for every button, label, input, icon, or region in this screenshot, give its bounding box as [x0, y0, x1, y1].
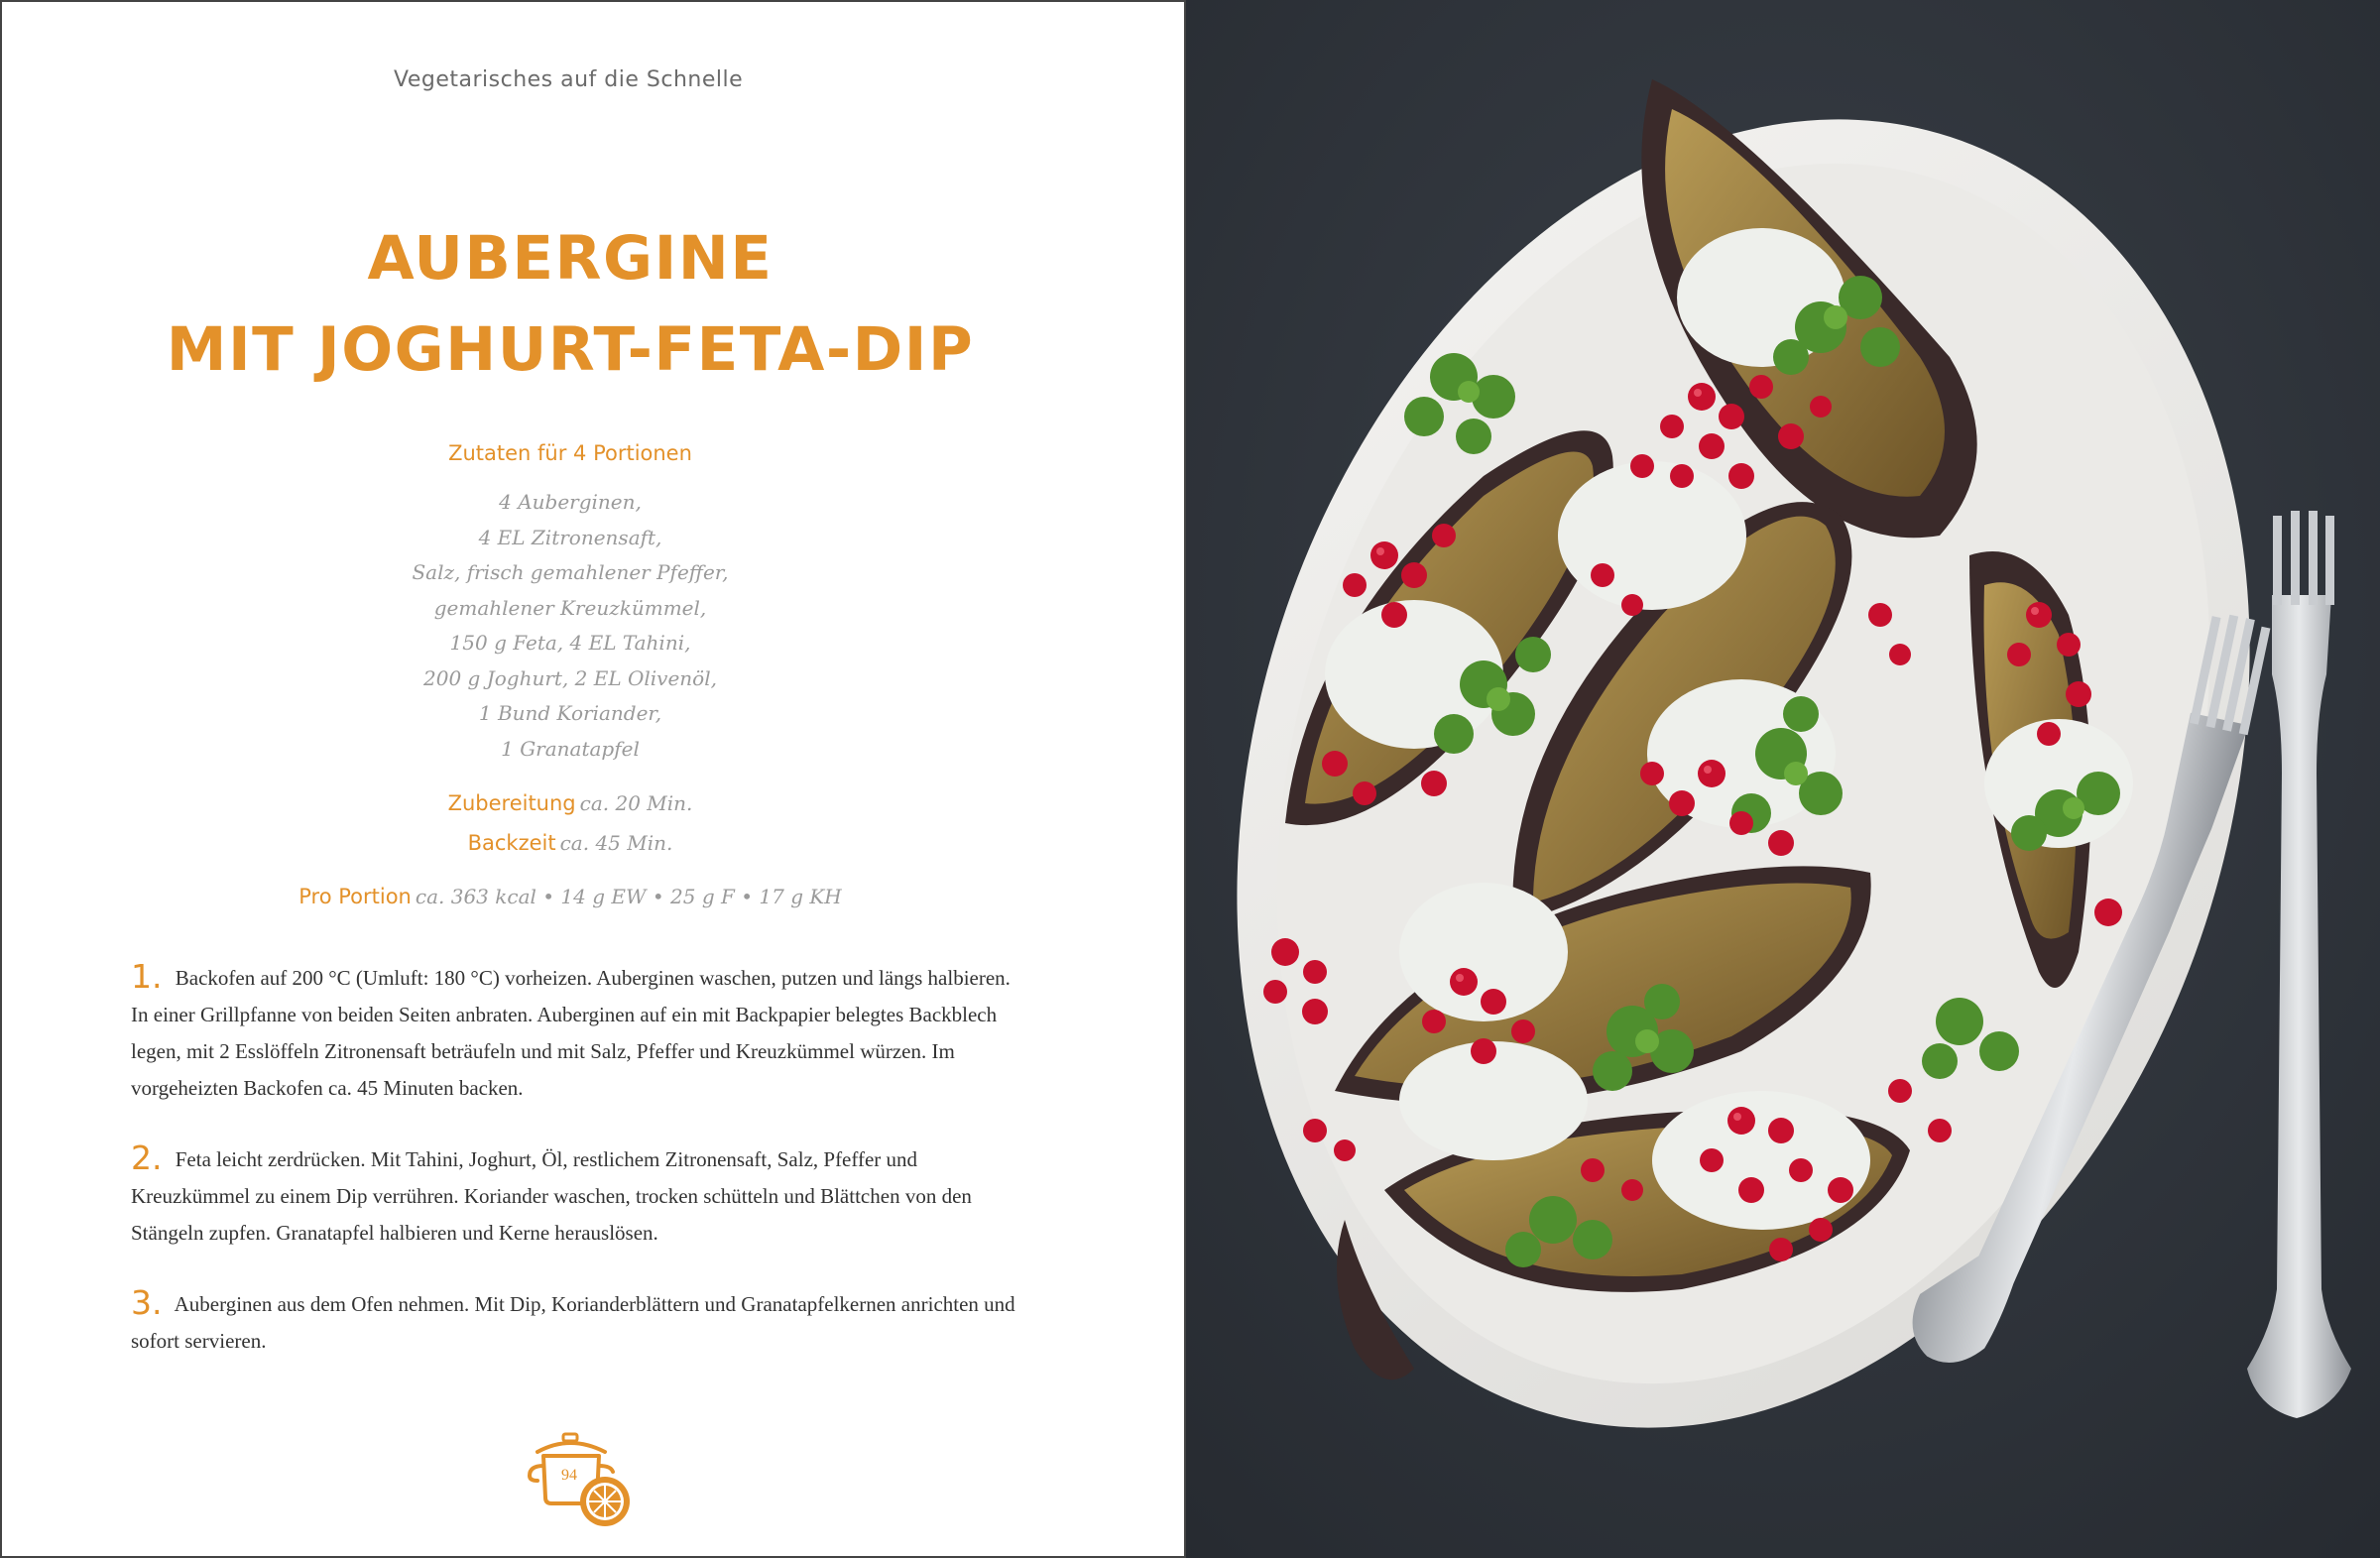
recipe-title-line-1: AUBERGINE [367, 223, 774, 294]
step-number: 3. [131, 1283, 163, 1322]
ingredient-item: 150 g Feta, 4 EL Tahini, [449, 631, 691, 655]
prep-time-value: ca. 20 Min. [579, 791, 693, 815]
bake-time-value: ca. 45 Min. [559, 831, 673, 855]
step-text: Backofen auf 200 °C (Umluft: 180 °C) vorheizen. Auberginen waschen, putzen und längs halbieren. In einer Grillpfanne von beiden Seiten anbraten. Auberginen auf ein mit Backpapier belegtes Backblech legen, mit 2 Esslöffeln Zitronensaft beträufeln und mit Salz, Pfeffer und Kreuzkümmel würzen. Im vorgeheizten Backofen ca. 45 Minuten backen. [131, 966, 1011, 1100]
recipe-page [0, 0, 1186, 1558]
instruction-step [131, 1283, 1023, 1360]
running-head: Vegetarisches auf die Schnelle [394, 67, 744, 92]
ingredients-list [2, 485, 1138, 767]
step-number: 2. [131, 1139, 163, 1177]
prep-time [2, 791, 1138, 815]
ingredients-heading: Zutaten für 4 Portionen [448, 441, 692, 465]
ingredient-item: 200 g Joghurt, 2 EL Olivenöl, [423, 665, 717, 690]
bake-time-label: Backzeit [467, 831, 556, 855]
step-text: Auberginen aus dem Ofen nehmen. Mit Dip, Korianderblättern und Granatapfelkernen anrichten und sofort servieren. [131, 1292, 1015, 1353]
recipe-title-line-2: MIT JOGHURT-FETA-DIP [166, 314, 975, 385]
cooking-pot-icon [518, 1426, 637, 1535]
page-number-badge [518, 1426, 637, 1535]
eggplant-dish-image [1186, 0, 2380, 1558]
ingredient-item: 4 EL Zitronensaft, [478, 525, 662, 549]
nutrition-label: Pro Portion [298, 885, 412, 908]
ingredient-item: gemahlener Kreuzkümmel, [433, 595, 707, 620]
nutrition-value: ca. 363 kcal • 14 g EW • 25 g F • 17 g KH [415, 885, 842, 908]
instruction-steps [131, 957, 1023, 1394]
nutrition-info [2, 885, 1138, 908]
lemon-slice-icon [580, 1477, 630, 1526]
bake-time [2, 831, 1138, 855]
step-number: 1. [131, 957, 163, 996]
prep-time-label: Zubereitung [447, 791, 576, 815]
page-number: 94 [561, 1467, 577, 1484]
ingredient-item: Salz, frisch gemahlener Pfeffer, [412, 560, 729, 584]
instruction-step [131, 1141, 1023, 1252]
step-text: Feta leicht zerdrücken. Mit Tahini, Joghurt, Öl, restlichem Zitronensaft, Salz, Pfeffer und Kreuzkümmel zu einem Dip verrühren. Koriander waschen, trocken schütteln und Blättchen von den Stängeln zupfen. Granatapfel halbieren und Kerne herauslösen. [131, 1147, 972, 1245]
recipe-photo [1186, 0, 2380, 1558]
ingredient-item: 1 Granatapfel [501, 736, 640, 761]
ingredient-item: 1 Bund Koriander, [478, 701, 662, 725]
instruction-step [131, 957, 1023, 1107]
ingredient-item: 4 Auberginen, [499, 490, 642, 514]
